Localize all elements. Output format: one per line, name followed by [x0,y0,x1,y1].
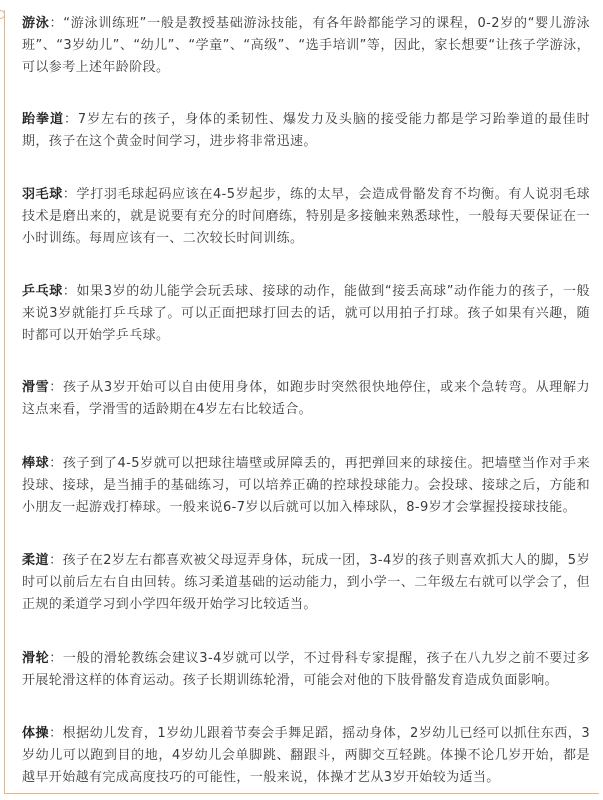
paragraph-table-tennis [22,281,590,347]
paragraph-text: ：“游泳训练班”一般是教授基础游泳技能，有各年龄都能学习的课程，0-2岁的“婴儿游泳班”、“3岁幼儿”、“幼儿”、“学童”、“高级”、“选手培训”等，因此，家长想要“让孩子学游泳，可以参考上述年龄阶段。 [22,16,590,75]
paragraph-gymnastics [22,723,590,789]
paragraph-text: ：7岁左右的孩子，身体的柔韧性、爆发力及头脑的接受能力都是学习跆拳道的最佳时期，孩子在这个黄金时间学习，进步将非常迅速。 [22,112,590,149]
paragraph-text: ：如果3岁的幼儿能学会玩丢球、接球的动作，能做到“接丢高球”动作能力的孩子，一般来说3岁就能打乒乓球了。可以正面把球打回去的话，就可以用拍子打球。孩子如果有兴趣，随时都可以开始学乒乓球。 [22,284,591,343]
term-gymnastics: 体操 [22,726,50,741]
paragraph-skiing [22,377,590,421]
paragraph-taekwondo [22,109,590,153]
term-roller-skating: 滑轮 [22,651,50,666]
term-skiing: 滑雪 [22,380,50,395]
paragraph-badminton [22,184,590,250]
paragraph-text: ：孩子从3岁开始可以自由使用身体，如跑步时突然很快地停住，或来个急转弯。从理解力这点来看，学滑雪的适龄期在4岁左右比较适合。 [22,380,590,417]
paragraph-text: ：根据幼儿发育，1岁幼儿跟着节奏会手舞足蹈，摇动身体，2岁幼儿已经可以抓住东西，3岁幼儿可以跑到目的地，4岁幼儿会单脚跳、翻跟斗，两脚交互轻跳。体操不论几岁开始，都是越早开始越有完成高度技巧的可能性，一般来说，体操才艺从3岁开始较为适当。 [22,726,590,785]
paragraph-text: ：孩子到了4-5岁就可以把球往墙壁或屏障丢的，再把弹回来的球接住。把墙壁当作对手来投球、接球，是当捕手的基础练习，可以培养正确的控球投球能力。会投球、接球之后，方能和小朋友一起游戏打棒球。一般来说6-7岁以后就可以加入棒球队，8-9岁才会掌握投接球技能。 [22,456,590,515]
term-baseball: 棒球 [22,456,50,471]
term-badminton: 羽毛球 [22,187,63,202]
paragraph-baseball [22,453,590,519]
term-table-tennis: 乒乓球 [22,284,63,299]
paragraph-judo [22,550,590,616]
term-taekwondo: 跆拳道 [22,112,64,127]
paragraph-text: ：孩子在2岁左右都喜欢被父母逗弄身体，玩成一团，3-4岁的孩子则喜欢抓大人的脚，5岁时可以前后左右自由回转。练习柔道基础的运动能力，到小学一、二年级左右就可以学会了，但正规的柔道学习到小学四年级开始学习比较适当。 [22,553,590,612]
paragraph-text: ：学打羽毛球起码应该在4-5岁起步，练的太早，会造成骨骼发育不均衡。有人说羽毛球技术是磨出来的，就是说要有充分的时间磨练，特别是多接触来熟悉球性，一般每天要保证在一小时训练。每周应该有一、二次较长时间训练。 [22,187,591,246]
paragraph-swimming [22,13,590,79]
article-body [22,13,590,789]
term-judo: 柔道 [22,553,50,568]
paragraph-text: ：一般的滑轮教练会建议3-4岁就可以学，不过骨科专家提醒，孩子在八九岁之前不要过多开展轮滑这样的体育运动。孩子长期训练轮滑，可能会对他的下肢骨骼发育造成负面影响。 [22,651,590,688]
term-swimming: 游泳 [22,16,50,31]
paragraph-roller-skating [22,648,590,692]
